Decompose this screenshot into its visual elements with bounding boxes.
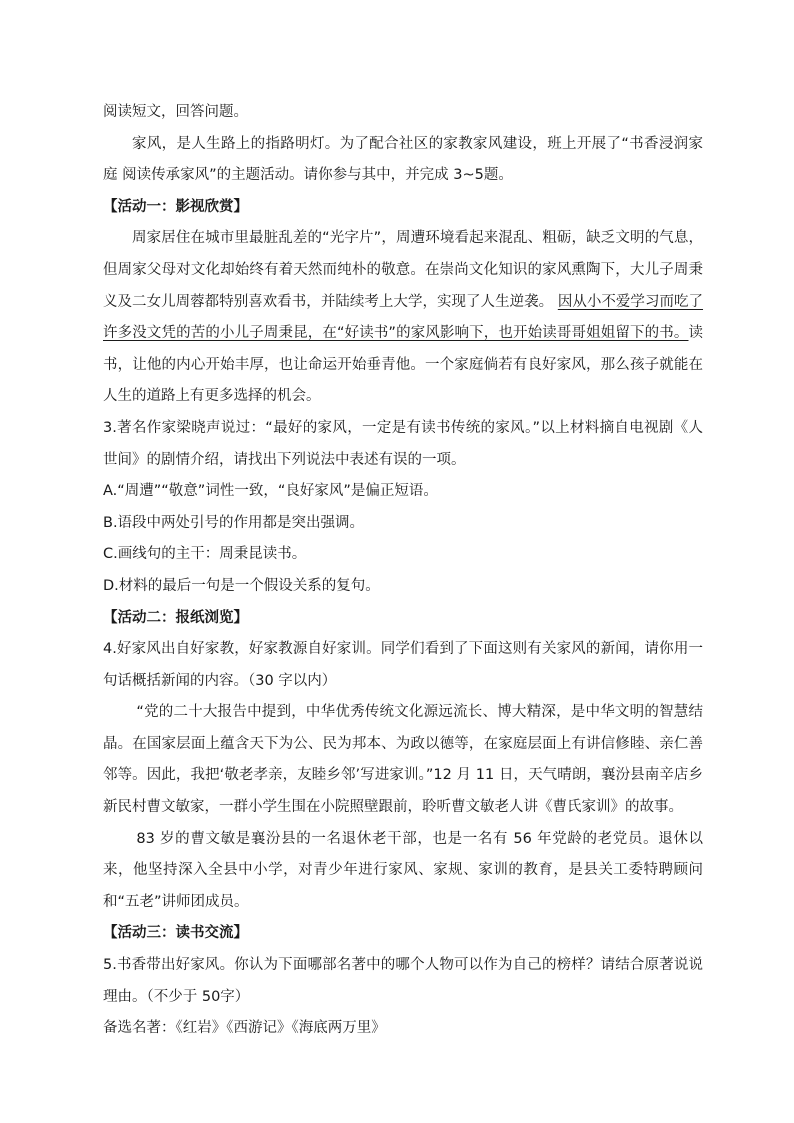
book-options: 备选名著：《红岩》《西游记》《海底两万里》 bbox=[103, 1020, 386, 1037]
news-paragraph-1: “党的二十大报告中提到，中华优秀传统文化源远流长、博大精深，是中华文明的智慧结晶。在国家层面上蕴含天下为公、民为邦本、为政以德等，在家庭层面上有讲信修睦、亲仁善邻等。因此，我把‘敬老孝亲，友睦乡邻’写进家训。”12 月 11 日，天气晴朗，襄汾县南辛店乡新民村曹文敏家，一群小学生围在小院照壁跟前，聆听曹文敏老人讲《曹氏家训》的故事。 bbox=[103, 704, 703, 816]
question-4-stem: 4.好家风出自好家教，好家教源自好家训。同学们看到了下面这则有关家风的新闻，请你用一句话概括新闻的内容。（30 字以内） bbox=[103, 641, 703, 689]
activity-1-passage bbox=[103, 223, 703, 413]
underlined-sentence: 因从小不爱学习而吃了许多没文凭的苦的小儿子周秉昆，在“好读书”的家风影响下，也开始读哥哥姐姐留下的书。 bbox=[103, 293, 704, 342]
question-3-stem: 3.著名作家梁晓声说过：“最好的家风，一定是有读书传统的家风。”以上材料摘自电视剧《人世间》的剧情介绍，请找出下列说法中表述有误的一项。 bbox=[103, 419, 703, 468]
intro-line: 阅读短文，回答问题。 bbox=[103, 104, 248, 120]
passage-text-before: 周家居住在城市里最脏乱差的“光字片”，周遭环境看起来混乱、粗砺，缺乏文明的气息，但周家父母对文化却始终有着天然而纯朴的敬意。在崇尚文化知识的家风熏陶下，大儿子周秉义及二女儿周蓉都特别喜欢看书，并陆续考上大学，实现了人生逆袭。 bbox=[103, 230, 703, 310]
passage-text-after: 读书，让他的内心开始丰厚，也让命运开始垂青他。一个家庭倘若有良好家风，那么孩子就能在人生的道路上有更多选择的机会。 bbox=[103, 325, 703, 405]
question-3-option-b: B.语段中两处引号的作用都是突出强调。 bbox=[103, 514, 365, 531]
question-3-option-a: A.“周遭”“敬意”词性一致，“良好家风”是偏正短语。 bbox=[103, 483, 438, 500]
activity-3-heading: 【活动三：读书交流】 bbox=[103, 925, 248, 942]
lead-paragraph: 家风，是人生路上的指路明灯。为了配合社区的家教家风建设，班上开展了“书香浸润家庭 阅读传承家风”的主题活动。请你参与其中，并完成 3~5题。 bbox=[103, 135, 703, 184]
exam-page bbox=[103, 97, 703, 1045]
question-3-option-c: C.画线句的主干：周秉昆读书。 bbox=[103, 546, 307, 563]
question-3-option-d: D.材料的最后一句是一个假设关系的复句。 bbox=[103, 577, 380, 594]
news-paragraph-2: 83 岁的曹文敏是襄汾县的一名退休老干部，也是一名有 56 年党龄的老党员。退休以来，他坚持深入全县中小学，对青少年进行家风、家规、家训的教育，是县关工委特聘顾问和“五老”讲师团成员。 bbox=[103, 830, 703, 910]
activity-1-heading: 【活动一：影视欣赏】 bbox=[103, 198, 248, 215]
question-5-stem: 5.书香带出好家风。你认为下面哪部名著中的哪个人物可以作为自己的榜样？请结合原著说说理由。（不少于 50字） bbox=[103, 957, 703, 1005]
activity-2-heading: 【活动二：报纸浏览】 bbox=[103, 609, 248, 626]
